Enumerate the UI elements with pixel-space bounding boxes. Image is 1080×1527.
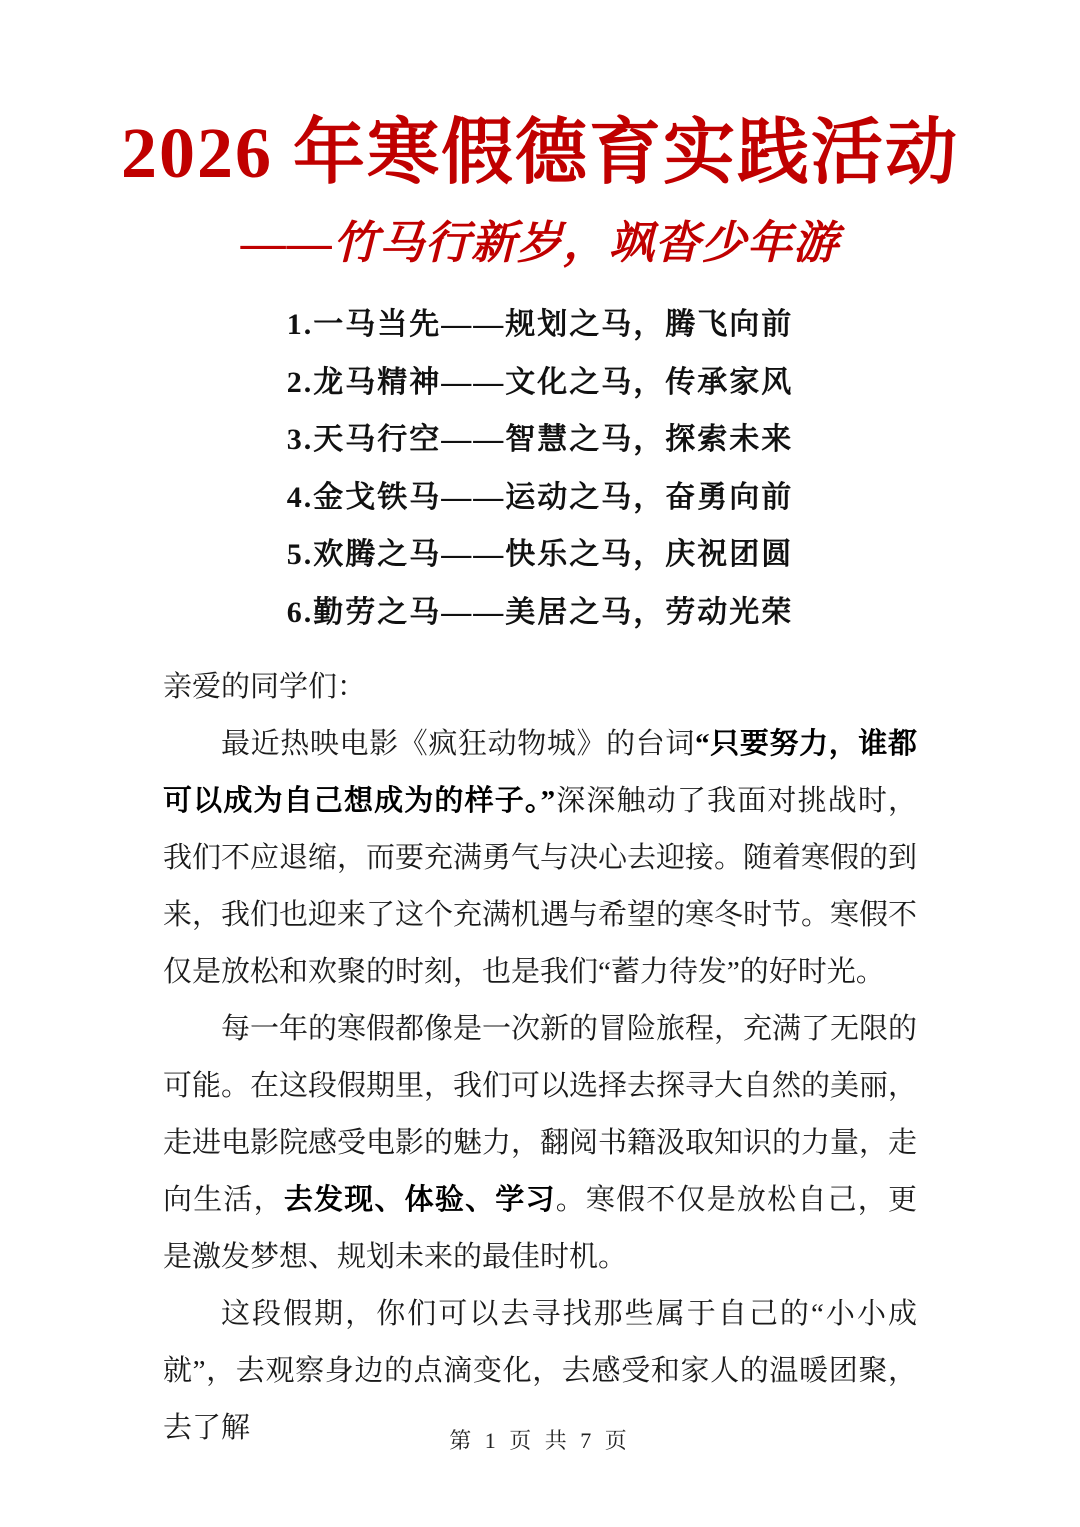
page-number: 第 1 页 共 7 页 <box>449 1428 631 1453</box>
theme-item-4: 4.金戈铁马——运动之马，奋勇向前 <box>286 480 794 514</box>
movie-quote-bold: “只要努力，谁都可以成为自己想成为的样子。” <box>163 728 917 817</box>
document-body <box>163 659 917 1457</box>
paragraph-1-text-rest: 深深触动了我面对挑战时，我们不应退缩，而要充满勇气与决心去迎接。随着寒假的到来，我们也迎来了这个充满机遇与希望的寒冬时节。寒假不仅是放松和欢聚的时刻，也是我们“蓄力待发”的好时光。 <box>163 785 918 988</box>
page-footer <box>0 1424 1080 1455</box>
body-paragraph-1 <box>163 716 917 1001</box>
discover-experience-learn-bold: 去发现、体验、学习 <box>283 1184 556 1216</box>
document-subtitle: ——竹马行新岁，飒沓少年游 <box>240 218 839 268</box>
paragraph-3-text: 这段假期，你们可以去寻找那些属于自己的“小小成就”，去观察身边的点滴变化，去感受和家人的温暖团聚，去了解 <box>163 1298 917 1444</box>
document-title: 2026 年寒假德育实践活动 <box>120 113 959 193</box>
theme-item-2: 2.龙马精神——文化之马，传承家风 <box>286 365 794 399</box>
paragraph-2-text-rest: 。寒假不仅是放松自己，更是激发梦想、规划未来的最佳时机。 <box>163 1184 917 1273</box>
theme-item-3: 3.天马行空——智慧之马，探索未来 <box>286 423 794 456</box>
theme-item-6: 6.勤劳之马——美居之马，劳动光荣 <box>286 595 794 629</box>
salutation: 亲爱的同学们： <box>163 671 367 703</box>
paragraph-1-text-lead: 最近热映电影《疯狂动物城》的台词 <box>221 728 696 760</box>
paragraph-2-text-lead: 每一年的寒假都像是一次新的冒险旅程，充满了无限的可能。在这段假期里，我们可以选择去探寻大自然的美丽，走进电影院感受电影的魅力，翻阅书籍汲取知识的力量，走向生活， <box>163 1013 918 1216</box>
body-paragraph-2 <box>163 1001 917 1286</box>
theme-item-5: 5.欢腾之马——快乐之马，庆祝团圆 <box>286 538 794 571</box>
theme-item-1: 1.一马当先——规划之马，腾飞向前 <box>286 308 794 341</box>
theme-list <box>0 296 1080 641</box>
